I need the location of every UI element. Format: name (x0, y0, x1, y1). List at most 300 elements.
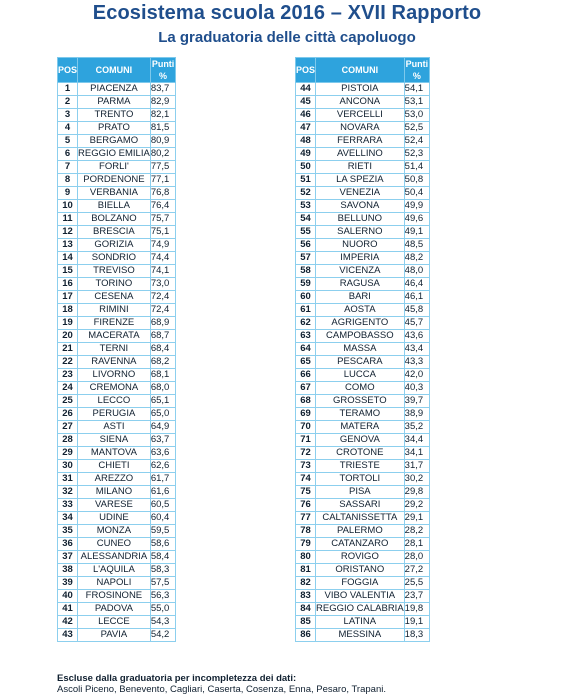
comune-cell: REGGIO CALABRIA (316, 603, 404, 614)
comune-cell: CATANZARO (316, 538, 405, 551)
punti-cell: 77,5 (150, 161, 176, 174)
punti-cell: 49,6 (404, 213, 430, 226)
header-pos: POS (296, 58, 316, 83)
pos-cell: 11 (58, 213, 78, 226)
pos-cell: 18 (58, 304, 78, 317)
table-row (296, 525, 430, 538)
table-row (58, 213, 176, 226)
comune-cell: RAGUSA (316, 278, 405, 291)
punti-cell: 63,7 (150, 434, 176, 447)
document-subtitle: La graduatoria delle città capoluogo (158, 29, 416, 46)
punti-cell: 29,8 (404, 486, 430, 499)
punti-cell: 77,1 (150, 174, 176, 187)
comune-cell: CROTONE (316, 447, 405, 460)
punti-cell: 29,2 (404, 499, 430, 512)
pos-cell: 10 (58, 200, 78, 213)
table-row (296, 278, 430, 291)
table-row (296, 161, 430, 174)
pos-cell: 47 (296, 122, 316, 135)
punti-cell: 43,6 (404, 330, 430, 343)
pos-cell: 19 (58, 317, 78, 330)
punti-cell: 73,0 (150, 278, 176, 291)
table-row (296, 135, 430, 148)
punti-cell: 68,0 (150, 382, 176, 395)
pos-cell: 69 (296, 408, 316, 421)
table-row (58, 96, 176, 109)
table-row (296, 200, 430, 213)
punti-cell: 39,7 (404, 395, 430, 408)
pos-cell: 84 (296, 603, 316, 616)
table-row (296, 265, 430, 278)
table-row (296, 304, 430, 317)
table-row (58, 395, 176, 408)
pos-cell: 57 (296, 252, 316, 265)
punti-cell: 76,4 (150, 200, 176, 213)
table-row (58, 538, 176, 551)
comune-cell: CHIETI (78, 460, 151, 473)
comune-cell: UDINE (78, 512, 151, 525)
header-punti: Punti % (151, 59, 175, 81)
table-row (58, 109, 176, 122)
pos-cell: 35 (58, 525, 78, 538)
punti-cell: 31,7 (404, 460, 430, 473)
comune-cell: PADOVA (78, 603, 151, 616)
pos-cell: 37 (58, 551, 78, 564)
table-row (58, 473, 176, 486)
comune-cell: CUNEO (78, 538, 151, 551)
pos-cell: 71 (296, 434, 316, 447)
punti-cell: 45,7 (404, 317, 430, 330)
comune-cell: PESCARA (316, 356, 405, 369)
comune-cell: PORDENONE (78, 174, 151, 187)
punti-cell: 48,2 (404, 252, 430, 265)
pos-cell: 78 (296, 525, 316, 538)
punti-cell: 19,8 (404, 603, 430, 616)
table-row (58, 304, 176, 317)
table-row (296, 512, 430, 525)
table-row (296, 486, 430, 499)
pos-cell: 62 (296, 317, 316, 330)
punti-cell: 35,2 (404, 421, 430, 434)
pos-cell: 67 (296, 382, 316, 395)
pos-cell: 15 (58, 265, 78, 278)
comune-cell: BELLUNO (316, 213, 405, 226)
comune-cell: CESENA (78, 291, 151, 304)
pos-cell: 13 (58, 239, 78, 252)
punti-cell: 61,6 (150, 486, 176, 499)
punti-cell: 68,2 (150, 356, 176, 369)
table-row (296, 460, 430, 473)
table-row (58, 486, 176, 499)
punti-cell: 65,0 (150, 408, 176, 421)
comune-cell: LECCE (78, 616, 151, 629)
punti-cell: 60,4 (150, 512, 176, 525)
pos-cell: 63 (296, 330, 316, 343)
punti-cell: 68,4 (150, 343, 176, 356)
punti-cell: 51,4 (404, 161, 430, 174)
punti-cell: 49,1 (404, 226, 430, 239)
punti-cell: 72,4 (150, 291, 176, 304)
comune-cell: CREMONA (78, 382, 151, 395)
punti-cell: 59,5 (150, 525, 176, 538)
comune-cell: AVELLINO (316, 148, 405, 161)
table-row (58, 356, 176, 369)
table-row (296, 252, 430, 265)
comune-cell: MILANO (78, 486, 151, 499)
header-comuni: COMUNI (316, 58, 405, 83)
comune-cell: LIVORNO (78, 369, 151, 382)
comune-cell: MATERA (316, 421, 405, 434)
table-row (296, 577, 430, 590)
punti-cell: 43,3 (404, 356, 430, 369)
pos-cell: 64 (296, 343, 316, 356)
pos-cell: 3 (58, 109, 78, 122)
comune-cell: REGGIO EMILIA (78, 148, 150, 159)
table-row (58, 434, 176, 447)
footnote-title: Escluse dalla graduatoria per incompletezza dei dati: (57, 673, 297, 684)
table-row (58, 200, 176, 213)
comune-cell: PERUGIA (78, 408, 151, 421)
pos-cell: 82 (296, 577, 316, 590)
comune-cell: LATINA (316, 616, 405, 629)
table-row (58, 369, 176, 382)
comune-cell: MESSINA (316, 629, 405, 642)
comune-cell: VERCELLI (316, 109, 405, 122)
pos-cell: 41 (58, 603, 78, 616)
comune-cell: ANCONA (316, 96, 405, 109)
comune-cell: PARMA (78, 96, 151, 109)
comune-cell: BIELLA (78, 200, 151, 213)
table-row (58, 83, 176, 96)
punti-cell: 46,4 (404, 278, 430, 291)
table-row (58, 330, 176, 343)
pos-cell: 83 (296, 590, 316, 603)
table-row (296, 473, 430, 486)
punti-cell: 68,1 (150, 369, 176, 382)
punti-cell: 68,9 (150, 317, 176, 330)
comune-cell: NUORO (316, 239, 405, 252)
table-row (58, 590, 176, 603)
table-row (58, 408, 176, 421)
punti-cell: 62,6 (150, 460, 176, 473)
pos-cell: 23 (58, 369, 78, 382)
comune-cell: TRENTO (78, 109, 151, 122)
table-row (296, 356, 430, 369)
comune-cell: AGRIGENTO (316, 317, 405, 330)
pos-cell: 72 (296, 447, 316, 460)
comune-cell: ALESSANDRIA (78, 551, 151, 564)
pos-cell: 33 (58, 499, 78, 512)
table-row (296, 564, 430, 577)
comune-cell: PISTOIA (316, 83, 405, 96)
comune-cell: RAVENNA (78, 356, 151, 369)
punti-cell: 81,5 (150, 122, 176, 135)
pos-cell: 52 (296, 187, 316, 200)
pos-cell: 65 (296, 356, 316, 369)
pos-cell: 55 (296, 226, 316, 239)
pos-cell: 81 (296, 564, 316, 577)
table-row (58, 226, 176, 239)
pos-cell: 28 (58, 434, 78, 447)
table-row (296, 369, 430, 382)
table-body-left (58, 83, 176, 642)
table-row (58, 343, 176, 356)
table-row (296, 317, 430, 330)
pos-cell: 14 (58, 252, 78, 265)
pos-cell: 45 (296, 96, 316, 109)
comune-cell: PISA (316, 486, 405, 499)
table-row (58, 564, 176, 577)
comune-cell: VERBANIA (78, 187, 151, 200)
comune-cell: PRATO (78, 122, 151, 135)
comune-cell: SALERNO (316, 226, 405, 239)
table-row (296, 291, 430, 304)
table-row (296, 226, 430, 239)
table-row (58, 421, 176, 434)
table-row (296, 96, 430, 109)
punti-cell: 54,2 (150, 629, 176, 642)
punti-cell: 28,1 (404, 538, 430, 551)
table-row (296, 434, 430, 447)
punti-cell: 38,9 (404, 408, 430, 421)
comune-cell: PIACENZA (78, 83, 151, 96)
pos-cell: 21 (58, 343, 78, 356)
table-row (58, 512, 176, 525)
punti-cell: 30,2 (404, 473, 430, 486)
comune-cell: VENEZIA (316, 187, 405, 200)
table-row (296, 109, 430, 122)
table-row (296, 343, 430, 356)
punti-cell: 48,0 (404, 265, 430, 278)
table-row (296, 590, 430, 603)
pos-cell: 1 (58, 83, 78, 96)
comune-cell: NAPOLI (78, 577, 151, 590)
table-header-row (58, 58, 176, 83)
punti-cell: 25,5 (404, 577, 430, 590)
pos-cell: 75 (296, 486, 316, 499)
comune-cell: FROSINONE (78, 590, 151, 603)
ranking-table-right (295, 57, 430, 642)
pos-cell: 17 (58, 291, 78, 304)
comune-cell: PAVIA (78, 629, 151, 642)
punti-cell: 56,3 (150, 590, 176, 603)
punti-cell: 58,3 (150, 564, 176, 577)
punti-cell: 80,2 (150, 148, 176, 161)
table-row (296, 629, 430, 642)
comune-cell: LUCCA (316, 369, 405, 382)
table-row (58, 603, 176, 616)
table-row (58, 265, 176, 278)
table-row (296, 551, 430, 564)
comune-cell: MANTOVA (78, 447, 151, 460)
table-row (58, 317, 176, 330)
pos-cell: 40 (58, 590, 78, 603)
comune-cell: LECCO (78, 395, 151, 408)
table-row (58, 551, 176, 564)
table-row (58, 239, 176, 252)
punti-cell: 19,1 (404, 616, 430, 629)
comune-cell: CAMPOBASSO (316, 330, 405, 343)
comune-cell: AOSTA (316, 304, 405, 317)
pos-cell: 56 (296, 239, 316, 252)
table-row (296, 213, 430, 226)
pos-cell: 32 (58, 486, 78, 499)
pos-cell: 50 (296, 161, 316, 174)
punti-cell: 72,4 (150, 304, 176, 317)
table-row (58, 382, 176, 395)
table-row (58, 135, 176, 148)
comune-cell: SASSARI (316, 499, 405, 512)
punti-cell: 74,1 (150, 265, 176, 278)
table-row (58, 278, 176, 291)
comune-cell: SIENA (78, 434, 151, 447)
table-row (296, 330, 430, 343)
punti-cell: 68,7 (150, 330, 176, 343)
comune-cell: SAVONA (316, 200, 405, 213)
pos-cell: 53 (296, 200, 316, 213)
table-row (296, 447, 430, 460)
punti-cell: 55,0 (150, 603, 176, 616)
comune-cell: LA SPEZIA (316, 174, 405, 187)
comune-cell: PALERMO (316, 525, 405, 538)
comune-cell: TREVISO (78, 265, 151, 278)
pos-cell: 39 (58, 577, 78, 590)
punti-cell: 61,7 (150, 473, 176, 486)
comune-cell: TERAMO (316, 408, 405, 421)
punti-cell: 54,1 (404, 83, 430, 96)
pos-cell: 51 (296, 174, 316, 187)
table-row (296, 499, 430, 512)
punti-cell: 57,5 (150, 577, 176, 590)
comune-cell: FORLI' (78, 161, 151, 174)
pos-cell: 16 (58, 278, 78, 291)
document-title: Ecosistema scuola 2016 – XVII Rapporto (92, 2, 482, 24)
punti-cell: 52,3 (404, 148, 430, 161)
punti-cell: 75,1 (150, 226, 176, 239)
punti-cell: 49,9 (404, 200, 430, 213)
pos-cell: 36 (58, 538, 78, 551)
comune-cell: TORTOLI (316, 473, 405, 486)
pos-cell: 76 (296, 499, 316, 512)
table-row (296, 239, 430, 252)
punti-cell: 74,9 (150, 239, 176, 252)
pos-cell: 68 (296, 395, 316, 408)
comune-cell: FIRENZE (78, 317, 151, 330)
punti-cell: 53,0 (404, 109, 430, 122)
comune-cell: TORINO (78, 278, 151, 291)
pos-cell: 60 (296, 291, 316, 304)
comune-cell: MACERATA (78, 330, 151, 343)
punti-cell: 45,8 (404, 304, 430, 317)
ranking-table-left (57, 57, 176, 642)
punti-cell: 58,4 (150, 551, 176, 564)
pos-cell: 22 (58, 356, 78, 369)
punti-cell: 28,2 (404, 525, 430, 538)
punti-cell: 60,5 (150, 499, 176, 512)
comune-cell: GROSSETO (316, 395, 405, 408)
table-row (296, 538, 430, 551)
punti-cell: 48,5 (404, 239, 430, 252)
pos-cell: 54 (296, 213, 316, 226)
pos-cell: 24 (58, 382, 78, 395)
table-row (58, 174, 176, 187)
table-row (58, 447, 176, 460)
comune-cell: GORIZIA (78, 239, 151, 252)
comune-cell: MONZA (78, 525, 151, 538)
punti-cell: 52,4 (404, 135, 430, 148)
comune-cell: COMO (316, 382, 405, 395)
comune-cell: RIMINI (78, 304, 151, 317)
punti-cell: 58,6 (150, 538, 176, 551)
table-row (58, 629, 176, 642)
pos-cell: 8 (58, 174, 78, 187)
punti-cell: 18,3 (404, 629, 430, 642)
table-row (296, 395, 430, 408)
comune-cell: AREZZO (78, 473, 151, 486)
pos-cell: 58 (296, 265, 316, 278)
punti-cell: 63,6 (150, 447, 176, 460)
pos-cell: 44 (296, 83, 316, 96)
pos-cell: 7 (58, 161, 78, 174)
table-row (58, 187, 176, 200)
punti-cell: 54,3 (150, 616, 176, 629)
table-body-right (296, 83, 430, 642)
punti-cell: 50,8 (404, 174, 430, 187)
pos-cell: 61 (296, 304, 316, 317)
pos-cell: 6 (58, 148, 78, 161)
pos-cell: 43 (58, 629, 78, 642)
comune-cell: RIETI (316, 161, 405, 174)
header-comuni: COMUNI (78, 58, 151, 83)
punti-cell: 43,4 (404, 343, 430, 356)
pos-cell: 34 (58, 512, 78, 525)
comune-cell: BRESCIA (78, 226, 151, 239)
pos-cell: 5 (58, 135, 78, 148)
comune-cell: BARI (316, 291, 405, 304)
pos-cell: 79 (296, 538, 316, 551)
punti-cell: 42,0 (404, 369, 430, 382)
table-row (296, 616, 430, 629)
punti-cell: 29,1 (404, 512, 430, 525)
punti-cell: 52,5 (404, 122, 430, 135)
punti-cell: 65,1 (150, 395, 176, 408)
punti-cell: 23,7 (404, 590, 430, 603)
comune-cell: VARESE (78, 499, 151, 512)
pos-cell: 12 (58, 226, 78, 239)
pos-cell: 73 (296, 460, 316, 473)
table-row (58, 525, 176, 538)
table-row (296, 122, 430, 135)
comune-cell: MASSA (316, 343, 405, 356)
punti-cell: 80,9 (150, 135, 176, 148)
punti-cell: 53,1 (404, 96, 430, 109)
comune-cell: ROVIGO (316, 551, 405, 564)
comune-cell: BOLZANO (78, 213, 151, 226)
pos-cell: 20 (58, 330, 78, 343)
table-row (296, 382, 430, 395)
punti-cell: 40,3 (404, 382, 430, 395)
punti-cell: 83,7 (150, 83, 176, 96)
pos-cell: 77 (296, 512, 316, 525)
table-row (58, 252, 176, 265)
pos-cell: 80 (296, 551, 316, 564)
pos-cell: 9 (58, 187, 78, 200)
table-row (296, 421, 430, 434)
pos-cell: 48 (296, 135, 316, 148)
punti-cell: 34,4 (404, 434, 430, 447)
pos-cell: 46 (296, 109, 316, 122)
pos-cell: 30 (58, 460, 78, 473)
